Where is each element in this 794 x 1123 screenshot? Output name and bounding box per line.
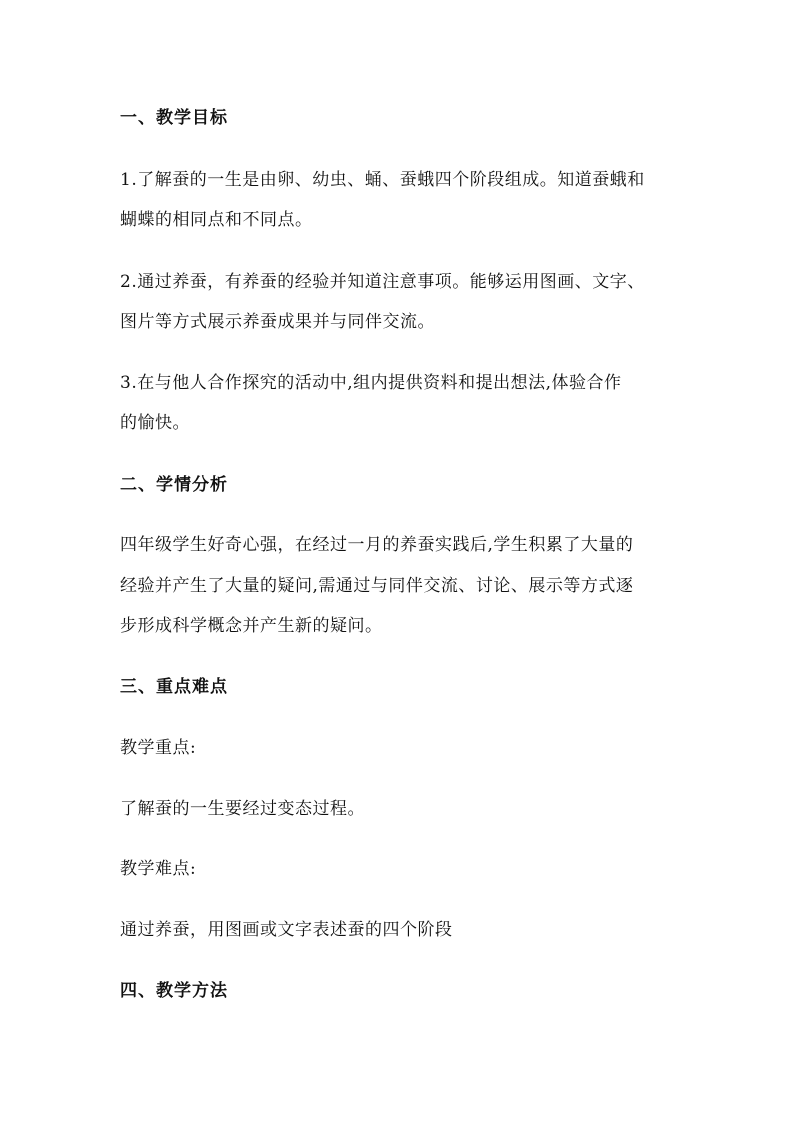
difficulty-text: 通过养蚕，用图画或文字表述蚕的四个阶段	[120, 920, 453, 940]
section-heading-student-analysis: 二、学情分析	[120, 475, 228, 495]
objective-1-line-1: 1.了解蚕的一生是由卵、幼虫、蛹、蚕蛾四个阶段组成。知道蚕蛾和	[120, 170, 645, 190]
difficulty-label: 教学难点:	[120, 859, 197, 879]
objective-2-line-2: 图片等方式展示养蚕成果并与同伴交流。	[120, 312, 435, 332]
section-heading-teaching-methods: 四、教学方法	[120, 981, 228, 1001]
student-analysis-line-1: 四年级学生好奇心强，在经过一月的养蚕实践后,学生积累了大量的	[120, 535, 634, 555]
key-point-text: 了解蚕的一生要经过变态过程。	[120, 799, 365, 819]
student-analysis-line-3: 步形成科学概念并产生新的疑问。	[120, 616, 383, 636]
objective-2-line-1: 2.通过养蚕，有养蚕的经验并知道注意事项。能够运用图画、文字、	[120, 272, 645, 292]
objective-3-line-2: 的愉快。	[120, 413, 190, 433]
student-analysis-line-2: 经验并产生了大量的疑问,需通过与同伴交流、讨论、展示等方式逐	[120, 576, 634, 596]
key-point-label: 教学重点:	[120, 738, 197, 758]
section-heading-key-points: 三、重点难点	[120, 677, 228, 697]
section-heading-objectives: 一、教学目标	[120, 108, 228, 128]
objective-1-line-2: 蝴蝶的相同点和不同点。	[120, 210, 313, 230]
objective-3-line-1: 3.在与他人合作探究的活动中,组内提供资料和提出想法,体验合作	[120, 373, 622, 393]
